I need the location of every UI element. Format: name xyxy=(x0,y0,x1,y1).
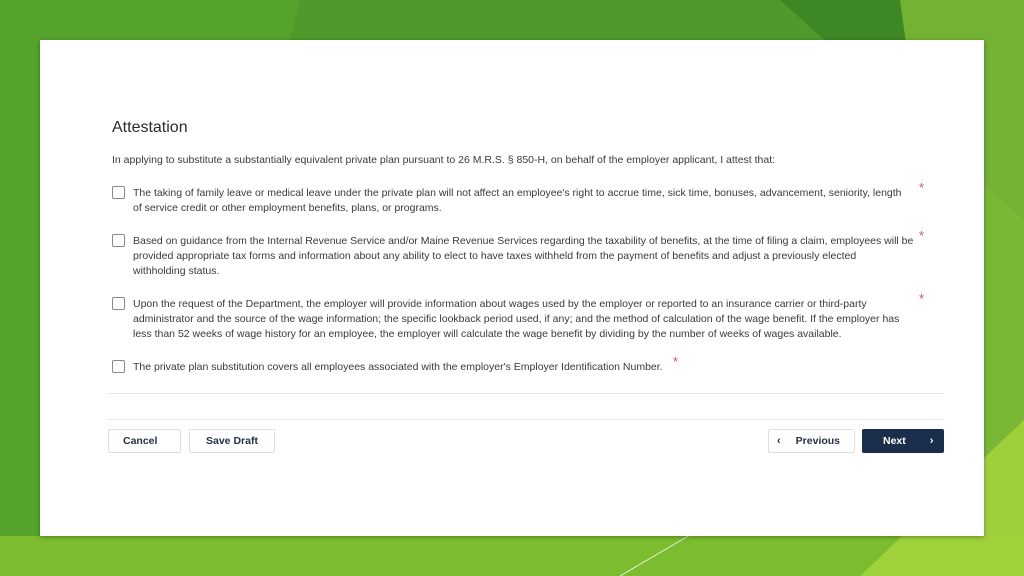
cancel-button[interactable]: Cancel xyxy=(108,429,181,453)
next-button[interactable]: Next › xyxy=(862,429,944,453)
attestation-text-2: Based on guidance from the Internal Revenue Service and/or Maine Revenue Services regarding the taxability of benefits, at the time of filing a claim, employees will be provided appropriate tax forms and information about any ability to elect to have taxes withheld from the payment of benefits and adjust a previously elected withholding status. xyxy=(133,235,914,277)
required-marker: * xyxy=(919,291,925,306)
form-panel xyxy=(40,40,984,536)
attestation-text-3: Upon the request of the Department, the employer will provide information about wages used by the employer or reported to an insurance carrier or third-party administrator and the source of the wage information; the specific lookback period used, if any; and the method of calculation of the wage benefit. If the employer has less than 52 weeks of wage history for an employee, the employer will calculate the wage benefit by dividing by the number of weeks of wages available. xyxy=(133,298,900,340)
chevron-right-icon: › xyxy=(929,435,934,447)
intro-text: In applying to substitute a substantially equivalent private plan pursuant to 26 M.R.S. § 850-H, on behalf of the employer applicant, I attest that: xyxy=(112,154,776,166)
divider xyxy=(108,393,944,394)
attestation-text-1: The taking of family leave or medical leave under the private plan will not affect an employee's right to accrue time, sick time, bonuses, advancement, seniority, length of service credit or other employment benefits, plans, or programs. xyxy=(133,187,902,214)
divider xyxy=(108,419,944,420)
save-draft-button[interactable]: Save Draft xyxy=(189,429,275,453)
page-title: Attestation xyxy=(112,119,188,136)
required-marker: * xyxy=(673,354,679,369)
chevron-left-icon: ‹ xyxy=(777,435,781,447)
previous-button[interactable]: ‹ Previous xyxy=(768,429,855,453)
required-marker: * xyxy=(919,228,925,243)
attestation-checkbox-2[interactable] xyxy=(112,234,125,247)
attestation-checkbox-4[interactable] xyxy=(112,360,125,373)
attestation-checkbox-1[interactable] xyxy=(112,186,125,199)
required-marker: * xyxy=(919,180,925,195)
attestation-checkbox-3[interactable] xyxy=(112,297,125,310)
attestation-text-4: The private plan substitution covers all employees associated with the employer's Employer Identification Number. xyxy=(133,361,663,373)
